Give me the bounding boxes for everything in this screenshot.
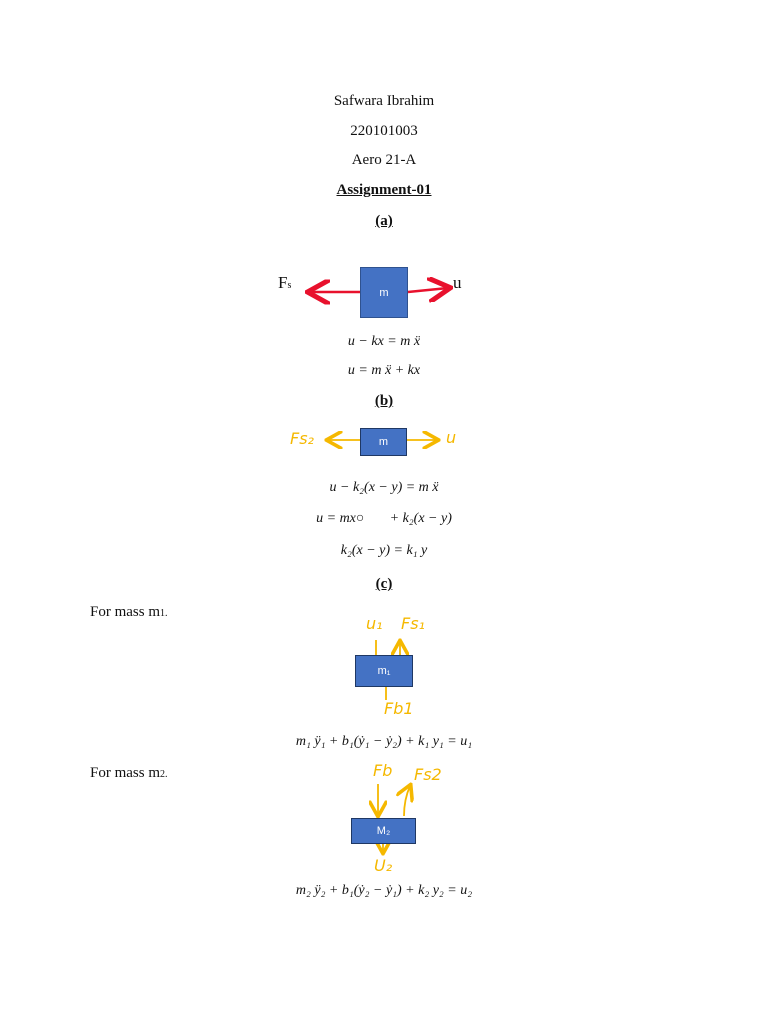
mass2-caption: For mass m2.: [90, 765, 168, 781]
arrow-fs2-up: [404, 786, 410, 816]
assignment-title: Assignment-01: [336, 182, 432, 198]
author-name: Safwara Ibrahim: [333, 93, 435, 109]
part-a-label: (a): [375, 213, 393, 229]
part-c-label: (c): [375, 576, 393, 592]
force-u-handwritten: u: [446, 428, 457, 447]
force-fs2-handwritten: Fs₂: [290, 429, 314, 448]
eq-a1: u − kx = m ẍ: [347, 334, 421, 349]
fb1-handwritten: Fb1: [384, 699, 414, 718]
eq-b3: k₂(x − y) = k₁ y: [340, 543, 428, 558]
mass-box-b: m: [360, 428, 407, 456]
mass-box-m2: M₂: [351, 818, 416, 844]
section: Aero 21-A: [351, 152, 417, 168]
eq-c1: m₁ ÿ₁ + b₁(ẏ₁ − ẏ₂) + k₁ y₁ = u₁: [295, 734, 473, 749]
fs1-handwritten: Fs₁: [401, 614, 425, 633]
eq-b1: u − k₂(x − y) = m ẍ: [329, 480, 439, 495]
eq-a2: u = m ẍ + kx: [347, 363, 421, 378]
eq-b2: u = mx○⃗⃗ + k₂(x − y): [316, 511, 452, 526]
student-id: 220101003: [350, 123, 418, 139]
u1-handwritten: u₁: [366, 614, 383, 633]
fb-handwritten: Fb: [373, 761, 393, 780]
arrow-u-right: [408, 288, 448, 292]
mass-box-m1: m₁: [355, 655, 413, 687]
mass-box-a: m: [360, 267, 408, 318]
part-b-label: (b): [374, 393, 394, 409]
fs2-handwritten-c: Fs2: [414, 765, 442, 784]
eq-c2: m₂ ÿ₂ + b₁(ẏ₂ − ẏ₁) + k₂ y₂ = u₂: [295, 883, 473, 898]
force-u-label: u: [453, 273, 462, 292]
mass1-caption: For mass m1.: [90, 604, 168, 620]
u2-handwritten: U₂: [374, 856, 393, 875]
force-fs-label: Fs: [278, 273, 292, 292]
